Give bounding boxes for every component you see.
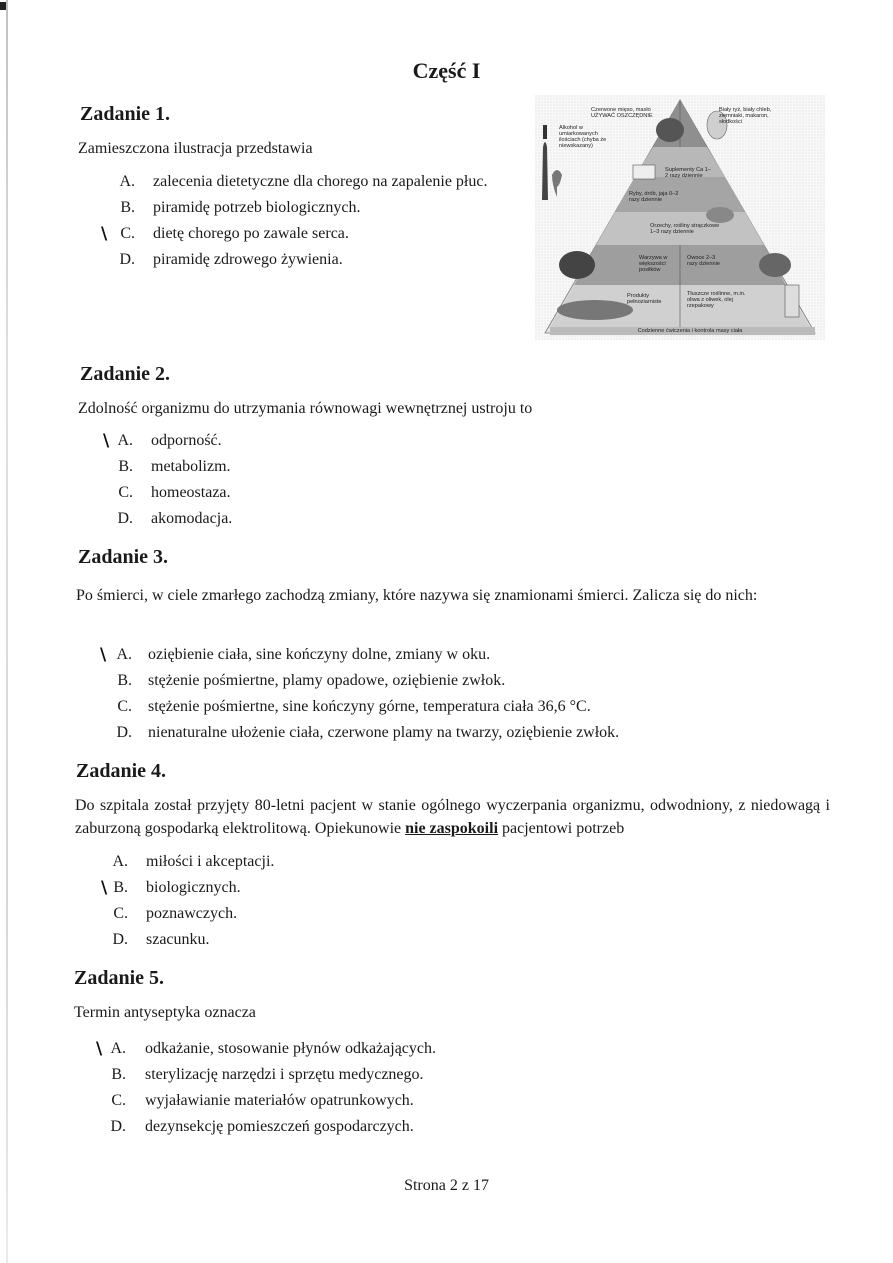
option-letter: D. xyxy=(110,1118,126,1135)
pyramid-label-nuts: Orzechy, rośliny strączkowe 1–3 razy dziennie xyxy=(650,223,720,235)
option-letter: C. xyxy=(118,484,133,501)
answer-tick-mark: \ xyxy=(101,878,108,898)
option-letter: C. xyxy=(120,225,135,242)
option-letter: A. xyxy=(110,1040,126,1057)
pyramid-label-alcohol: Alkohol w umiarkowanych ilościach (chyba że niewskazany) xyxy=(559,125,607,149)
option-text: sterylizację narzędzi i sprzętu medycznego. xyxy=(145,1066,424,1083)
option-letter: B. xyxy=(111,1066,126,1083)
option-letter: A. xyxy=(112,853,128,870)
option-text: biologicznych. xyxy=(146,879,241,896)
option-letter: C. xyxy=(111,1092,126,1109)
option-text: nienaturalne ułożenie ciała, czerwone plamy na twarzy, oziębienie zwłok. xyxy=(148,724,620,741)
task-4-stem-text-end: pacjentowi potrzeb xyxy=(498,820,625,837)
answer-tick-mark: \ xyxy=(103,431,110,451)
pyramid-label-fruit: Owoce 2–3 razy dziennie xyxy=(687,255,720,267)
pyramid-label-base: Codzienne ćwiczenia i kontrola masy ciała xyxy=(637,328,743,334)
pyramid-label-calcium: Suplementy Ca 1–2 razy dziennie xyxy=(665,167,712,179)
option-text: odporność. xyxy=(151,432,222,449)
task-2-stem: Zdolność organizmu do utrzymania równowagi wewnętrznej ustroju to xyxy=(78,400,533,417)
task-2-title: Zadanie 2. xyxy=(80,363,171,385)
option-text: akomodacja. xyxy=(151,510,233,527)
option-letter: A. xyxy=(116,646,132,663)
answer-tick-mark: \ xyxy=(100,645,107,665)
pyramid-label-oils: Tłuszcze roślinne, m.in. oliwa z oliwek, olej rzepakowy xyxy=(687,291,746,309)
pyramid-label-vegetables: Warzywa w większości posiłków xyxy=(639,255,668,273)
task-4-title: Zadanie 4. xyxy=(76,760,167,782)
part-title: Część I xyxy=(412,58,481,83)
option-letter: D. xyxy=(117,510,133,527)
option-letter: A. xyxy=(117,432,133,449)
option-text: odkażanie, stosowanie płynów odkażających. xyxy=(145,1040,437,1057)
option-text: piramidę potrzeb biologicznych. xyxy=(153,199,361,216)
task-1-stem: Zamieszczona ilustracja przedstawia xyxy=(78,140,313,157)
pyramid-label-fish: Ryby, drób, jaja 0–2 razy dziennie xyxy=(629,191,679,203)
answer-tick-mark: \ xyxy=(96,1039,103,1059)
option-text: metabolizm. xyxy=(151,458,231,475)
option-letter: B. xyxy=(117,672,132,689)
pyramid-label-grains: Produkty pełnoziarniste xyxy=(627,293,662,305)
option-text: oziębienie ciała, sine kończyny dolne, zmiany w oku. xyxy=(148,646,491,663)
option-text: stężenie pośmiertne, sine kończyny górne, temperatura ciała 36,6 °C. xyxy=(148,698,591,715)
page-number: Strona 2 z 17 xyxy=(404,1177,489,1194)
food-pyramid-illustration xyxy=(535,95,825,340)
option-letter: D. xyxy=(116,724,132,741)
option-text: homeostaza. xyxy=(151,484,231,501)
option-text: dietę chorego po zawale serca. xyxy=(153,225,349,242)
task-1-title: Zadanie 1. xyxy=(80,103,171,125)
option-text: stężenie pośmiertne, plamy opadowe, oziębienie zwłok. xyxy=(148,672,506,689)
option-letter: C. xyxy=(113,905,128,922)
option-text: wyjaławianie materiałów opatrunkowych. xyxy=(145,1092,414,1109)
pyramid-label-red-meat: Czerwone mięso, masło UŻYWAĆ OSZCZĘDNIE xyxy=(591,107,653,119)
option-letter: B. xyxy=(118,458,133,475)
option-text: poznawczych. xyxy=(146,905,238,922)
task-3-stem: Po śmierci, w ciele zmarłego zachodzą zmiany, które nazywa się znamionami śmierci. Zalicza się do nich: xyxy=(76,587,758,604)
option-letter: A. xyxy=(119,173,135,190)
option-text: zalecenia dietetyczne dla chorego na zapalenie płuc. xyxy=(153,173,488,190)
task-5-stem: Termin antyseptyka oznacza xyxy=(74,1004,256,1021)
task-4-stem xyxy=(75,794,830,840)
option-letter: C. xyxy=(117,698,132,715)
option-letter: B. xyxy=(120,199,135,216)
option-text: szacunku. xyxy=(146,931,210,948)
option-letter: D. xyxy=(119,251,135,268)
scan-edge xyxy=(6,0,8,1263)
option-text: piramidę zdrowego żywienia. xyxy=(153,251,343,268)
option-text: miłości i akceptacji. xyxy=(146,853,275,870)
task-4-stem-text: Do szpitala został przyjęty 80-letni pacjent w stanie ogólnego wyczerpania organizmu, odwodniony, z niedowagą i zaburzoną gospodarką elektrolitową. Opiekunowie xyxy=(75,797,830,837)
task-5-title: Zadanie 5. xyxy=(74,967,165,989)
task-4-stem-emphasis: nie zaspokoili xyxy=(405,820,499,837)
option-letter: D. xyxy=(112,931,128,948)
option-text: dezynsekcję pomieszczeń gospodarczych. xyxy=(145,1118,414,1135)
task-3-title: Zadanie 3. xyxy=(78,546,169,568)
answer-tick-mark: \ xyxy=(101,224,108,244)
option-letter: B. xyxy=(113,879,128,896)
pyramid-label-white-rice: Biały ryż, biały chleb, ziemniaki, makaron, słodkości xyxy=(719,107,772,125)
